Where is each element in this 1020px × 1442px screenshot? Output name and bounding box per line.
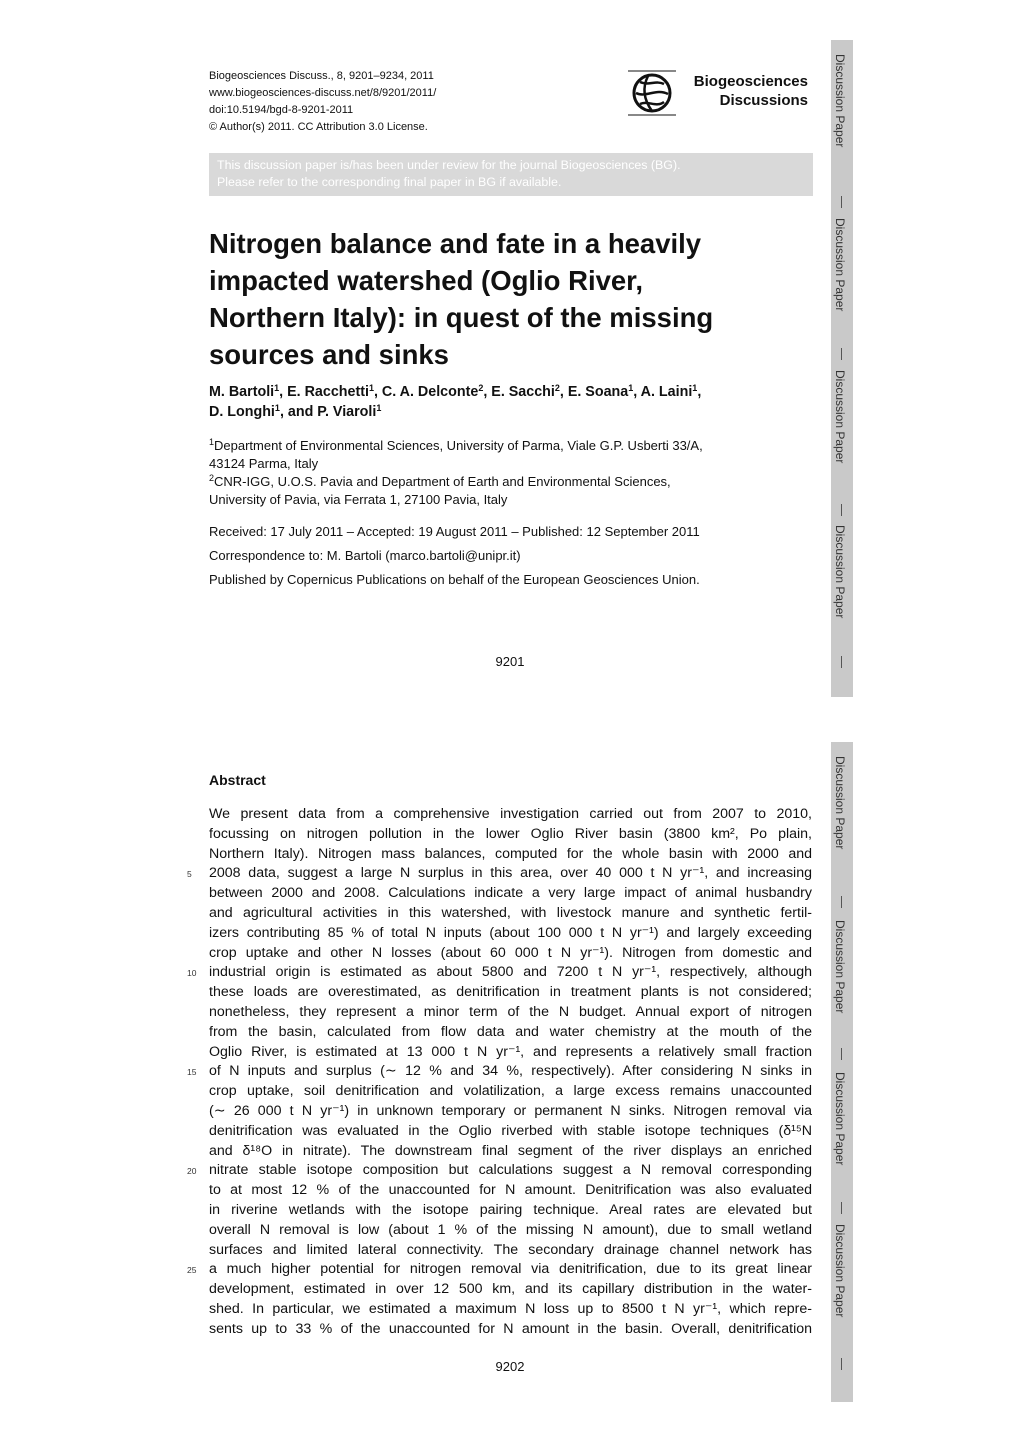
abstract-line [209, 1280, 812, 1300]
abstract-body [187, 805, 812, 1340]
sidebar-label: Discussion Paper [833, 525, 847, 619]
doi: doi:10.5194/bgd-8-9201-2011 [209, 104, 354, 116]
line-number: 20 [187, 1166, 197, 1177]
author: D. Longhi [209, 404, 275, 420]
abstract-line-text: shed. In particular, we estimated a maximum N loss up to 8500 t N yr⁻¹, which repre- [209, 1300, 812, 1317]
citation: Biogeosciences Discuss., 8, 9201–9234, 2011 [209, 70, 434, 82]
sidebar-separator [841, 896, 842, 908]
sidebar-label: Discussion Paper [833, 370, 847, 464]
line-number: 5 [187, 869, 192, 880]
abstract-line-text: focussing on nitrogen pollution in the lower Oglio River basin (3800 km², Po plain, [209, 825, 812, 842]
abstract-line [187, 963, 812, 983]
abstract-line [209, 825, 812, 845]
abstract-line-text: these loads are overestimated, as denitrification in treatment plants is not considered; [209, 984, 812, 1001]
discussion-sidebar [831, 40, 853, 697]
abstract-line-text: overall N removal is low (about 1 % of the missing N amount), due to small wetland [209, 1221, 812, 1238]
abstract-line [209, 904, 812, 924]
abstract-line [209, 924, 812, 944]
abstract-line [209, 1300, 812, 1320]
abstract-line-text: Oglio River, is estimated at 13 000 t N yr⁻¹, and represents a relatively small fraction [209, 1043, 812, 1060]
abstract-line [209, 1003, 812, 1023]
abstract-line [209, 1122, 812, 1142]
journal-url[interactable]: www.biogeosciences-discuss.net/8/9201/2011/ [209, 87, 437, 99]
abstract-line [187, 1260, 812, 1280]
abstract-line [209, 1320, 812, 1340]
abstract-line [187, 1161, 812, 1181]
line-number: 25 [187, 1265, 197, 1276]
publisher-note: Published by Copernicus Publications on behalf of the European Geosciences Union. [209, 572, 700, 587]
abstract-line-text: crop uptake and other N losses (about 60 000 t N yr⁻¹). Nitrogen from domestic and [209, 944, 812, 961]
globe-icon [626, 68, 678, 118]
abstract-line-text: from the basin, calculated from flow data and water chemistry at the mouth of the [209, 1023, 812, 1040]
line-number: 15 [187, 1067, 197, 1078]
abstract-line-text: izers contributing 85 % of total N inputs (about 100 000 t N yr⁻¹) and largely exceeding [209, 924, 812, 941]
abstract-line [209, 944, 812, 964]
abstract-line [209, 1201, 812, 1221]
abstract-line-text: sents up to 33 % of the unaccounted for N amount in the basin. Overall, denitrification [209, 1320, 812, 1337]
sidebar-label: Discussion Paper [833, 1072, 847, 1166]
abstract-line-text: and δ¹⁸O in nitrate). The downstream final segment of the river displays an enriched [209, 1142, 812, 1159]
sidebar-separator [841, 348, 842, 360]
abstract-line-text: a much higher potential for nitrogen removal via denitrification, due to its great linear [209, 1261, 812, 1278]
abstract-line [187, 864, 812, 884]
paper-title: Nitrogen balance and fate in a heavily impacted watershed (Oglio River, Northern Italy): in quest of the missing sources and sinks [209, 228, 714, 370]
sidebar-label: Discussion Paper [833, 1224, 847, 1318]
abstract-line-text: of N inputs and surplus (∼ 12 % and 34 %, respectively). After considering N sinks in [209, 1063, 812, 1080]
abstract-line [209, 1241, 812, 1261]
abstract-line [187, 1062, 812, 1082]
sidebar-separator [841, 196, 842, 208]
abstract-line-text: in riverine wetlands with the isotope pairing technique. Areal rates are elevated but [209, 1201, 812, 1218]
abstract-line-text: (∼ 26 000 t N yr⁻¹) in unknown temporary or permanent N sinks. Nitrogen removal via [209, 1102, 812, 1119]
abstract-line-text: to at most 12 % of the unaccounted for N amount. Denitrification was also evaluated [209, 1182, 812, 1199]
correspondence[interactable]: Correspondence to: M. Bartoli (marco.bartoli@unipr.it) [209, 548, 521, 563]
sidebar-label: Discussion Paper [833, 218, 847, 312]
abstract-line [209, 1221, 812, 1241]
abstract-line [209, 1023, 812, 1043]
abstract-line-text: denitrification was evaluated in the Oglio riverbed with stable isotope techniques (δ¹⁵N [209, 1122, 812, 1139]
abstract-line [209, 805, 812, 825]
abstract-line-text: nitrate stable isotope composition but calculations suggest a N removal corresponding [209, 1162, 812, 1179]
author: M. Bartoli [209, 384, 275, 400]
abstract-line-text: industrial origin is estimated as about 5800 and 7200 t N yr⁻¹, respectively, although [209, 964, 812, 981]
sidebar-separator [841, 1048, 842, 1060]
review-notice: This discussion paper is/has been under review for the journal Biogeosciences (BG). Please refer to the corresponding final paper in BG if available. [209, 153, 813, 196]
logo-text: Biogeosciences Discussions [693, 73, 808, 109]
abstract-line-text: development, estimated in over 12 500 km, and its capillary distribution in the water- [209, 1281, 812, 1298]
abstract-line [209, 1082, 812, 1102]
author: C. A. Delconte [381, 384, 479, 400]
author: E. Soana [567, 384, 629, 400]
publication-info [209, 523, 809, 595]
author: P. Viaroli [317, 404, 377, 420]
abstract-line [209, 845, 812, 865]
author: E. Racchetti [287, 384, 369, 400]
page-2 [0, 742, 1020, 1442]
abstract-line-text: 2008 data, suggest a large N surplus in this area, over 40 000 t N yr⁻¹, and increasing [209, 865, 812, 882]
line-number: 10 [187, 968, 197, 979]
sidebar-label: Discussion Paper [833, 54, 847, 148]
abstract-line [209, 983, 812, 1003]
abstract-line-text: Northern Italy). Nitrogen mass balances, computed for the whole basin with 2000 and [209, 845, 812, 862]
journal-logo [626, 68, 816, 118]
sidebar-label: Discussion Paper [833, 756, 847, 850]
author-list: M. Bartoli$^1$, E. Racchetti$^1$, C. A. Delconte$^2$, E. Sacchi$^2$, E. Soana$^1$, A. Laini$^1$, D. Longhi$^1$, and P. Viaroli$^1$ [209, 383, 702, 420]
author: A. Laini [640, 384, 693, 400]
license: © Author(s) 2011. CC Attribution 3.0 License. [209, 121, 428, 133]
abstract-line-text: nonetheless, they represent a minor term of the N budget. Annual export of nitrogen [209, 1003, 812, 1020]
abstract-line [209, 1181, 812, 1201]
abstract-line-text: crop uptake, soil denitrification and volatilization, a large excess remains unaccounted [209, 1083, 812, 1100]
discussion-sidebar [831, 742, 853, 1402]
abstract-line-text: We present data from a comprehensive investigation carried out from 2007 to 2010, [209, 806, 812, 822]
sidebar-separator [841, 504, 842, 516]
abstract-line-text: between 2000 and 2008. Calculations indicate a very large impact of animal husbandry [209, 885, 812, 902]
affiliations: $^1$Department of Environmental Sciences, University of Parma, Viale G.P. Usberti 33/A, 43124 Parma, Italy $^2$CNR-IGG, U.O.S. Pavia and Department of Earth and Environmental Sciences, University of Pavia, via Ferrata 1, 27100 Pavia, Italy [209, 437, 703, 507]
abstract-line [209, 884, 812, 904]
page-number: 9201 [495, 654, 525, 669]
abstract-line-text: surfaces and limited lateral connectivity. The secondary drainage channel network has [209, 1241, 812, 1258]
journal-meta [209, 68, 436, 136]
abstract-line [209, 1102, 812, 1122]
sidebar-separator [841, 1202, 842, 1214]
page-1 [0, 0, 1020, 700]
abstract-line [209, 1043, 812, 1063]
page-number: 9202 [495, 1359, 525, 1374]
abstract-line-text: and agricultural activities in this watershed, with livestock manure and synthetic fertil- [209, 904, 812, 921]
dates: Received: 17 July 2011 – Accepted: 19 August 2011 – Published: 12 September 2011 [209, 524, 700, 539]
sidebar-label: Discussion Paper [833, 920, 847, 1014]
abstract-heading: Abstract [209, 772, 266, 788]
abstract-line [209, 1142, 812, 1162]
author: E. Sacchi [491, 384, 555, 400]
